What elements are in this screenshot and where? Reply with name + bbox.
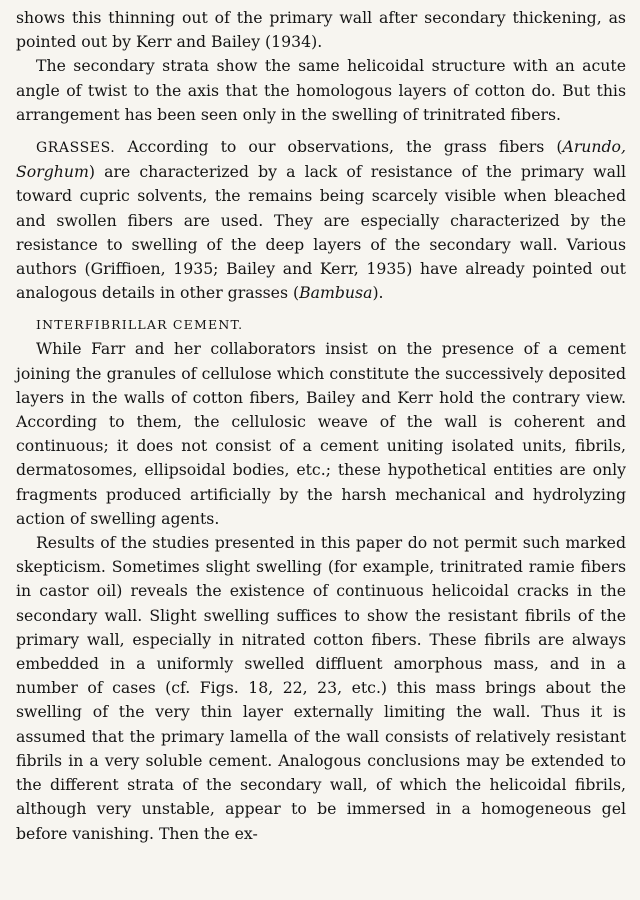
section-heading-interfibrillar-cement: INTERFIBRILLAR CEMENT. xyxy=(36,317,244,333)
paragraph-results: Results of the studies presented in this paper do not permit such marked skepticism. Sometimes slight swelling (for example, trinitrated ramie fibers in castor oil) reveals the existence of continuous helicoidal cracks in the secondary wall. Slight swelling suffices to show the resistant fibrils of the primary wall, especially in nitrated cotton fibers. These fibrils are always embedded in a uniformly swelled diffluent amorphous mass, and in a number of cases (cf. Figs. 18, 22, 23, etc.) this mass brings about the swelling of the very thin layer externally limiting the wall. Thus it is assumed that the primary lamella of the wall consists of relatively resistant fibrils in a very soluble cement. Analogous conclusions may be extended to the different strata of the secondary wall, of which the helicoidal fibrils, although very unstable, appear to be immersed in a homogeneous gel before vanishing. Then the ex- xyxy=(16,533,626,843)
paragraph-continued: shows this thinning out of the primary wall after secondary thickening, as pointed out by Kerr and Bailey (1934). xyxy=(16,8,626,52)
grasses-text-1: According to our observations, the grass fibers ( xyxy=(127,137,563,157)
grasses-label: GRASSES. xyxy=(36,140,116,157)
paragraph-farr-collaborators: While Farr and her collaborators insist on the presence of a cement joining the granules of cellulose which constitute the successively deposited layers in the walls of cotton fibers, Bailey and Kerr hold the contrary view. According to them, the cellulosic weave of the wall is coherent and continuous; it does not consist of a cement uniting isolated units, fibrils, dermatosomes, ellipsoidal bodies, etc.; these hypothetical entities are only fragments produced artificially by the harsh mechanical and hydrolyzing action of swelling agents. xyxy=(16,339,626,528)
paragraph-secondary-strata: The secondary strata show the same helicoidal structure with an acute angle of twist to the axis that the homologous layers of cotton do. But this arrangement has been seen only in the swelling of trinitrated fibers. xyxy=(16,56,626,124)
grasses-text-3: ). xyxy=(372,283,384,303)
grasses-text-2: ) are characterized by a lack of resistance of the primary wall toward cupric solvents, the remains being scarcely visible when bleached and swollen fibers are used. They are especially characterized by the resistance to swelling of the deep layers of the secondary wall. Various authors (Griffioen, 1935; Bailey and Kerr, 1935) have already pointed out analogous details in other grasses ( xyxy=(16,162,626,303)
paragraph-grasses xyxy=(16,135,626,305)
grasses-bambusa-italic: Bambusa xyxy=(299,283,373,303)
grasses-genus-italic: Arundo, Sorghum xyxy=(16,137,626,182)
